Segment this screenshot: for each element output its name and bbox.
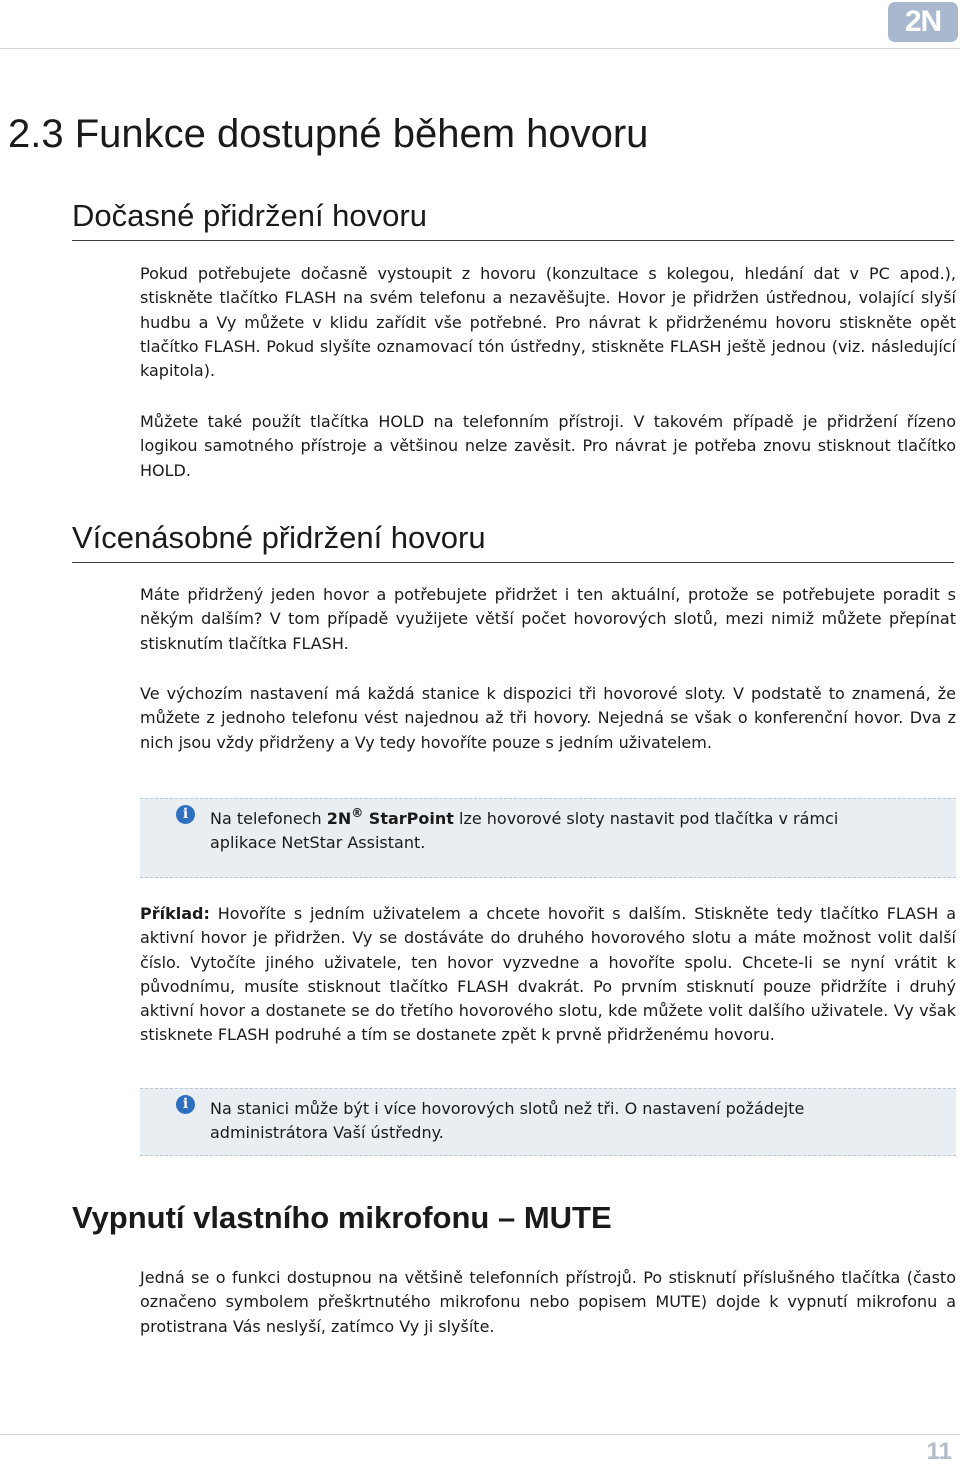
paragraph-mute: Jedná se o funkci dostupnou na většině telefonních přístrojů. Po stisknutí příslušného tlačítka (často označeno symbolem přeškrtnutého mikrofonu nebo popisem MUTE) dojde k vypnutí mikrofonu a protistrana Vás neslyší, zatímco Vy ji slyšíte. — [140, 1268, 956, 1336]
page-number: 11 — [926, 1438, 952, 1465]
info-note-starpoint — [140, 798, 956, 878]
paragraph-temporary-hold-flash: Pokud potřebujete dočasně vystoupit z hovoru (konzultace s kolegou, hledání dat v PC apod.), stiskněte tlačítko FLASH na svém telefonu a nezavěšujte. Hovor je přidržen ústřednou, volající slyší hudbu a Vy můžete v klidu zařídit vše potřebné. Pro návrat k přidrženému hovoru stiskněte opět tlačítko FLASH. Pokud slyšíte oznamovací tón ústředny, stiskněte FLASH ještě jednou (viz. následující kapitola). — [140, 264, 956, 381]
brand-logo — [888, 2, 958, 42]
paragraph-example — [140, 902, 956, 1048]
footer-divider — [0, 1434, 960, 1435]
header-divider — [0, 48, 960, 49]
info-note-slots — [140, 1088, 956, 1156]
section-heading-mute: Vypnutí vlastního mikrofonu – MUTE — [72, 1200, 612, 1235]
paragraph-multiple-hold-slots: Máte přidržený jeden hovor a potřebujete přidržet i ten aktuální, protože se potřebujete poradit s někým dalším? V tom případě využijete větší počet hovorových slotů, mezi nimiž můžete přepínat stisknutím tlačítka FLASH. — [140, 585, 956, 653]
info-icon: i — [176, 1095, 195, 1114]
paragraph-temporary-hold-button: Můžete také použít tlačítka HOLD na telefonním přístroji. V takovém případě je přidržení řízeno logikou samotného přístroje a většinou nelze zavěsit. Pro návrat je potřeba znovu stisknout tlačítko HOLD. — [140, 412, 956, 480]
example-text: Hovoříte s jedním uživatelem a chcete hovořit s dalším. Stiskněte tedy tlačítko FLASH a aktivní hovor je přidržen. Vy se dostáváte do druhého hovorového slotu a máte možnost volit další číslo. Vytočíte jiného uživatele, ten hovor vyzvedne a hovoříte spolu. Chcete-li se nyní vrátit k původnímu, musíte stisknout tlačítko FLASH dvakrát. Po prvním stisknutí pouze přidržíte i druhý aktivní hovor a dostanete se do třetího hovorového slotu, kde můžete volit dalšího uživatele. Vy však stisknete FLASH podruhé a tím se dostanete zpět k prvně přidrženému hovoru. — [140, 904, 956, 1045]
section-heading-temporary-hold: Dočasné přidržení hovoru — [72, 196, 954, 241]
chapter-title: 2.3 Funkce dostupné během hovoru — [8, 112, 649, 156]
example-label: Příklad: — [140, 904, 210, 923]
info-note-text: Na stanici může být i více hovorových slotů než tři. O nastavení požádejte administrátora Vaší ústředny. — [210, 1099, 805, 1143]
paragraph-multiple-hold-default: Ve výchozím nastavení má každá stanice k dispozici tři hovorové sloty. V podstatě to znamená, že můžete z jednoho telefonu vést najednou až tři hovory. Nejedná se však o konferenční hovor. Dva z nich jsou vždy přidrženy a Vy tedy hovoříte pouze s jedním uživatelem. — [140, 684, 956, 752]
brand-logo-text: 2N — [904, 5, 942, 38]
info-note-text: Na telefonech 2N® StarPoint lze hovorové sloty nastavit pod tlačítka v rámci aplikace NetStar Assistant. — [210, 806, 839, 853]
section-heading-multiple-hold: Vícenásobné přidržení hovoru — [72, 518, 954, 563]
info-icon: i — [176, 805, 195, 824]
